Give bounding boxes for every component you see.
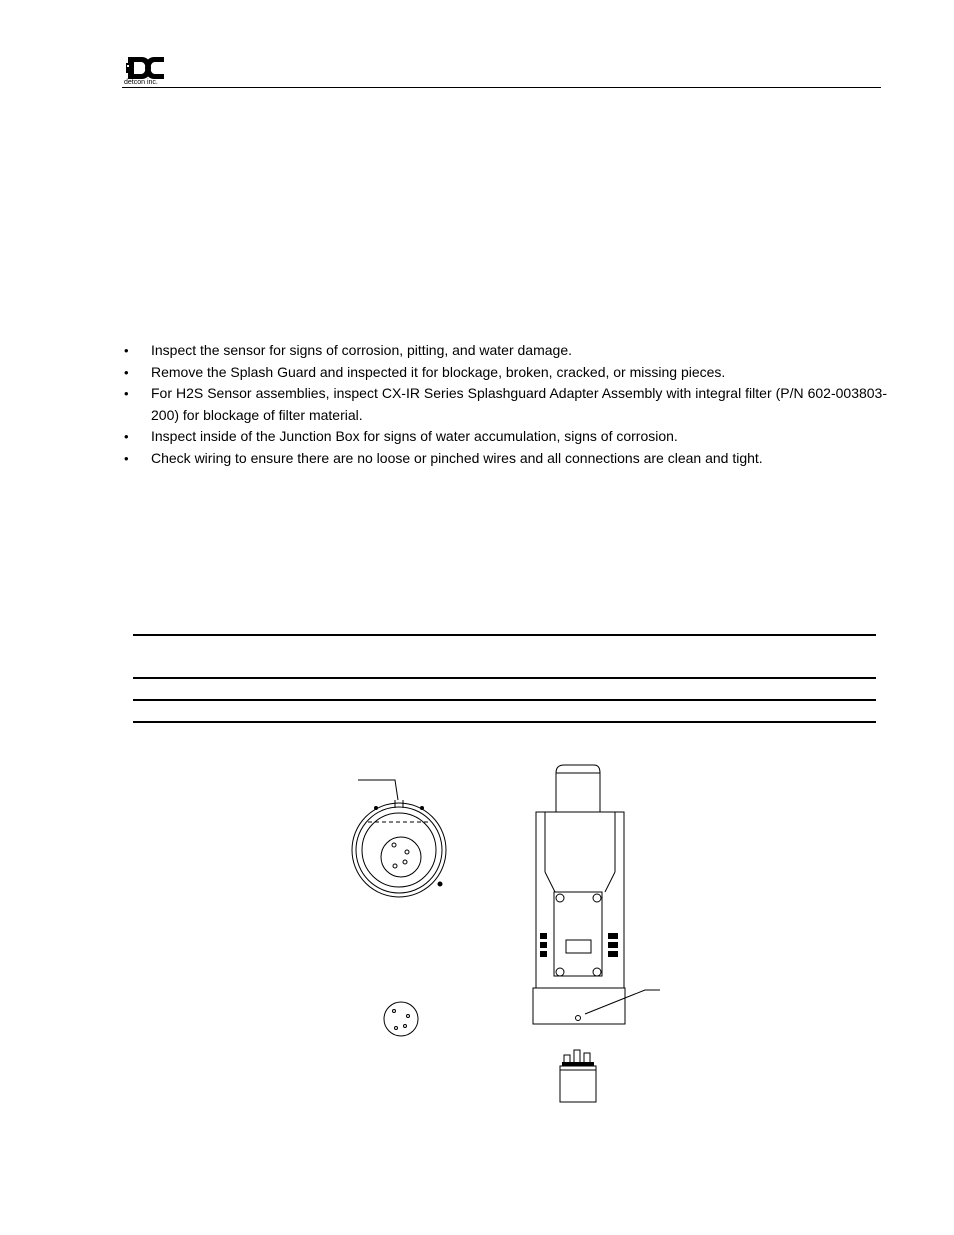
inspection-list (121, 340, 887, 470)
list-item: • Check wiring to ensure there are no loose or pinched wires and all connections are clean and tight. (121, 448, 887, 470)
list-item: • Inspect the sensor for signs of corrosion, pitting, and water damage. (121, 340, 887, 362)
sensor-assembly-drawing-icon (330, 760, 670, 1110)
list-item: • Inspect inside of the Junction Box for signs of water accumulation, signs of corrosion. (121, 426, 887, 448)
table-rule (133, 677, 876, 679)
header-divider (122, 87, 881, 88)
list-item: • For H2S Sensor assemblies, inspect CX-IR Series Splashguard Adapter Assembly with integral filter (P/N 602-003803-200) for blockage of filter material. (121, 383, 887, 426)
table-rule (133, 699, 876, 701)
logo-caption: detcon inc. (124, 79, 158, 86)
table-bottom-rule (133, 721, 876, 723)
table-top-rule (133, 634, 876, 636)
list-item: • Remove the Splash Guard and inspected it for blockage, broken, cracked, or missing pieces. (121, 362, 887, 384)
